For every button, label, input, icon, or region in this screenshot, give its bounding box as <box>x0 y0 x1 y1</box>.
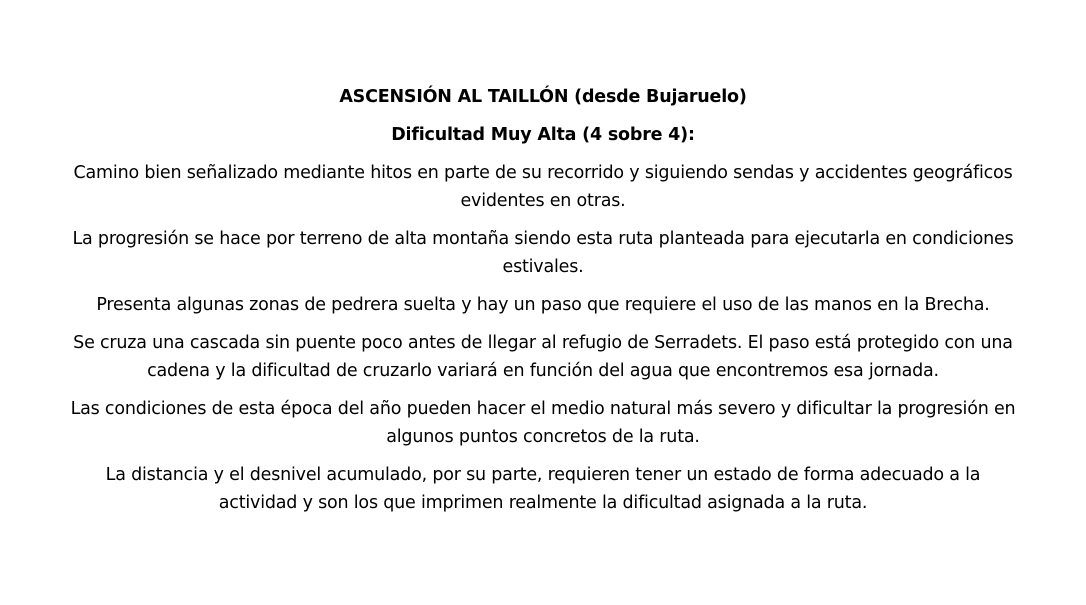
paragraph-signage: Camino bien señalizado mediante hitos en parte de su recorrido y siguiendo sendas y accidentes geográficos evidentes en otras. <box>73 163 1013 211</box>
document-title: ASCENSIÓN AL TAILLÓN (desde Bujaruelo) <box>339 87 747 107</box>
difficulty-heading: Dificultad Muy Alta (4 sobre 4): <box>391 125 695 145</box>
paragraph-waterfall: Se cruza una cascada sin puente poco antes de llegar al refugio de Serradets. El paso está protegido con una cadena y la dificultad de cruzarlo variará en función del agua que encontremos esa jornada. <box>73 333 1013 381</box>
paragraph-distance: La distancia y el desnivel acumulado, por su parte, requieren tener un estado de forma adecuado a la actividad y son los que imprimen realmente la dificultad asignada a la ruta. <box>105 465 981 513</box>
paragraph-terrain: La progresión se hace por terreno de alta montaña siendo esta ruta planteada para ejecutarla en condiciones estivales. <box>72 229 1014 277</box>
paragraph-conditions: Las condiciones de esta época del año pueden hacer el medio natural más severo y dificultar la progresión en algunos puntos concretos de la ruta. <box>70 399 1016 447</box>
document-body <box>70 83 1016 527</box>
paragraph-scree: Presenta algunas zonas de pedrera suelta y hay un paso que requiere el uso de las manos en la Brecha. <box>96 295 990 315</box>
